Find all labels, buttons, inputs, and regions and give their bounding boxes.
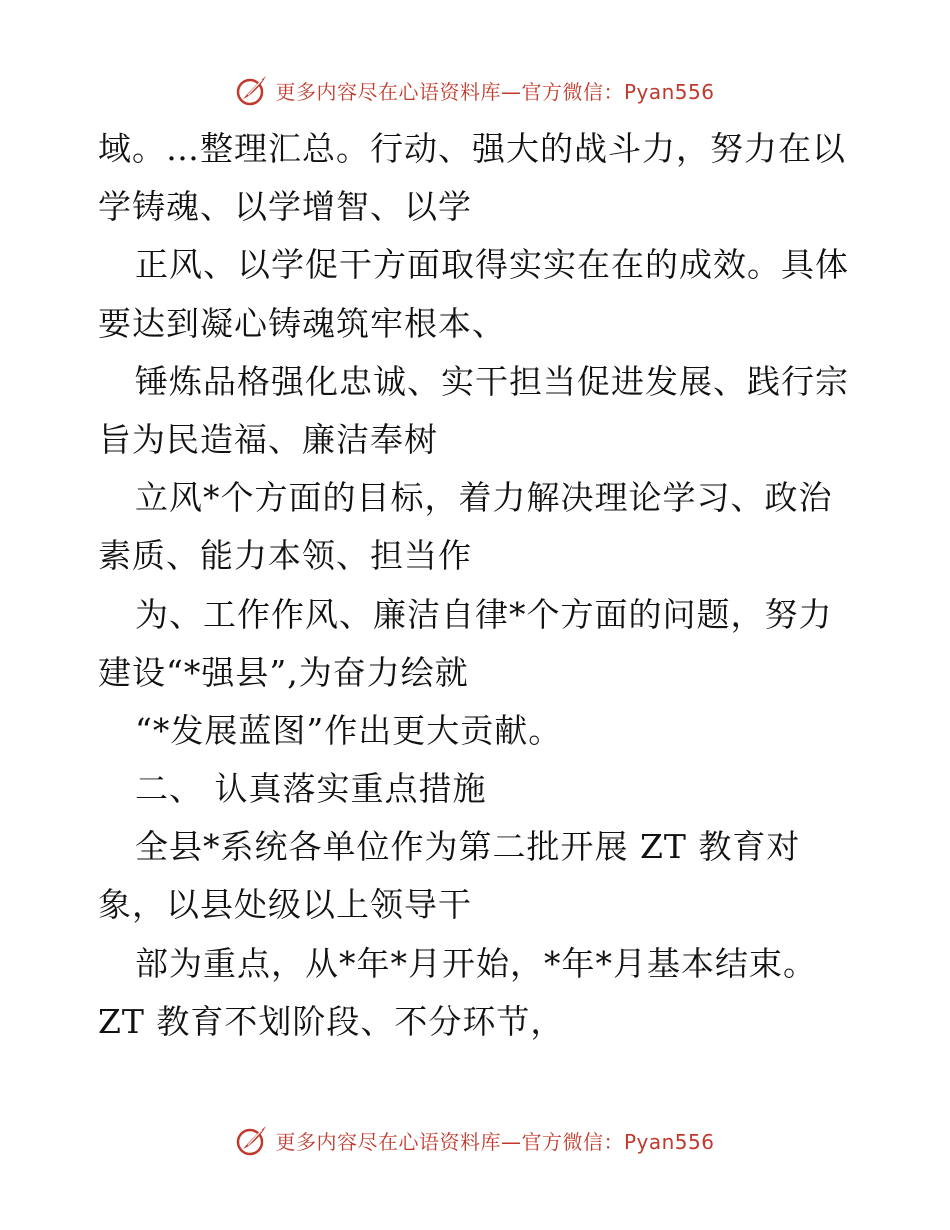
text-line: 立风*个方面的目标，着力解决理论学习、政治 xyxy=(135,478,833,518)
text-line: 旨为民造福、廉洁奉树 xyxy=(98,419,438,459)
text-line: 二、 认真落实重点措施 xyxy=(135,769,487,809)
feather-logo-icon xyxy=(235,73,269,107)
text-line: 部为重点，从*年*月开始，*年*月基本结束。 xyxy=(135,943,817,983)
document-body xyxy=(98,120,878,1051)
text-line: 建设“*强县”,为奋力绘就 xyxy=(98,652,469,692)
banner-text: 更多内容尽在心语资料库—官方微信：Pyan556 xyxy=(275,1129,715,1154)
text-line: 为、工作作风、廉洁自律*个方面的问题，努力 xyxy=(135,594,833,634)
text-line: 学铸魂、以学增智、以学 xyxy=(98,187,472,227)
text-line: ZT 教育不划阶段、不分环节， xyxy=(98,1001,565,1041)
text-line: 要达到凝心铸魂筑牢根本、 xyxy=(98,303,506,343)
footer-banner xyxy=(0,1120,950,1160)
text-line: “*发展蓝图”作出更大贡献。 xyxy=(135,710,563,750)
banner-text: 更多内容尽在心语资料库—官方微信：Pyan556 xyxy=(275,79,715,104)
header-banner xyxy=(0,70,950,110)
text-line: 锤炼品格强化忠诚、实干担当促进发展、践行宗 xyxy=(135,361,849,401)
feather-logo-icon xyxy=(235,1123,269,1157)
text-line: 域。…整理汇总。行动、强大的战斗力，努力在以 xyxy=(98,129,846,168)
text-line: 全县*系统各单位作为第二批开展 ZT 教育对 xyxy=(135,827,801,867)
text-line: 象，以县处级以上领导干 xyxy=(98,885,472,925)
text-line: 正风、以学促干方面取得实实在在的成效。具体 xyxy=(135,245,849,285)
text-line: 素质、能力本领、担当作 xyxy=(98,536,472,576)
